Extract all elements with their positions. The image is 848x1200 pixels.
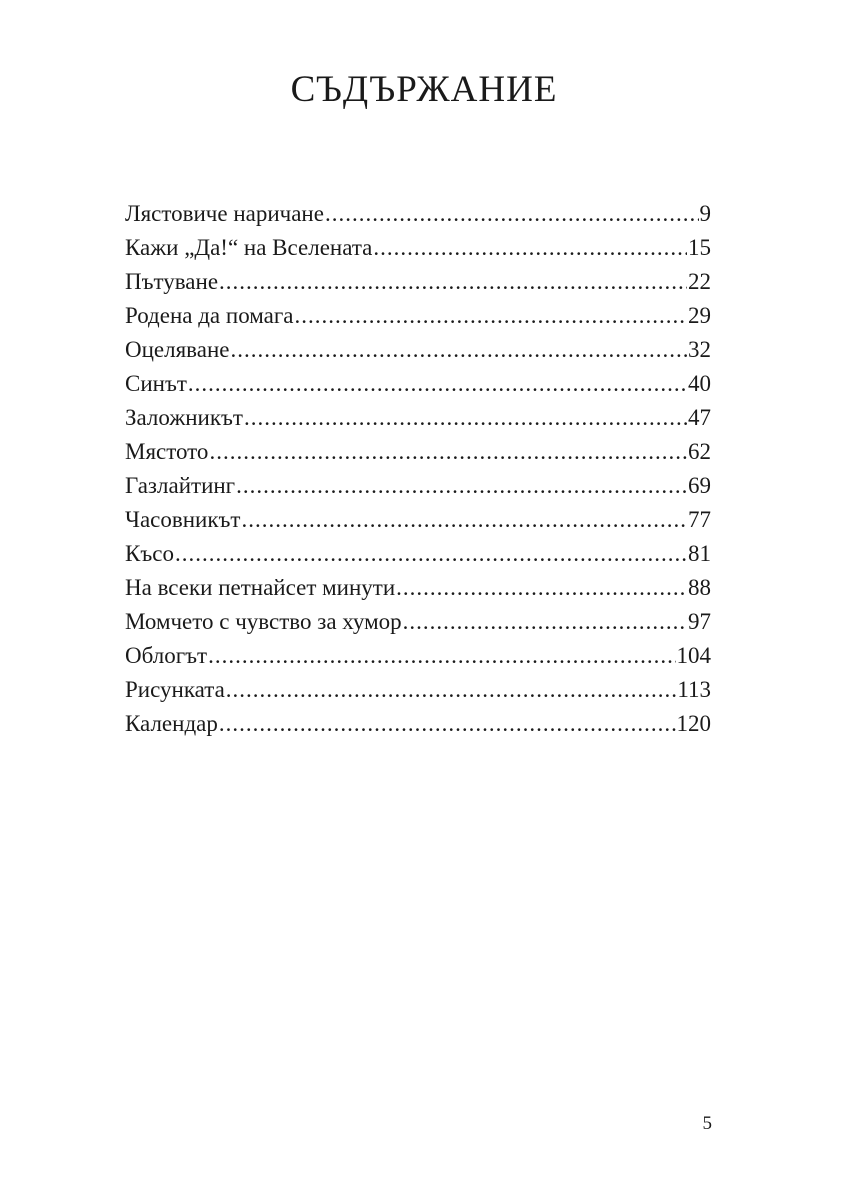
toc-entry <box>125 401 711 435</box>
dot-leader <box>241 503 687 537</box>
toc-entry-title: Газлайтинг <box>125 473 236 498</box>
toc-entry-page: 69 <box>688 473 711 498</box>
toc-entry <box>125 197 711 231</box>
toc-entry-page: 22 <box>688 269 711 294</box>
toc-entry-page: 62 <box>688 439 711 464</box>
toc-entry-page: 29 <box>688 303 711 328</box>
toc-entry-title: Заложникът <box>125 405 243 430</box>
toc-entry <box>125 673 711 707</box>
dot-leader <box>226 673 677 707</box>
toc-entry <box>125 265 711 299</box>
dot-leader <box>219 265 687 299</box>
dot-leader <box>230 333 687 367</box>
toc-entry-page: 40 <box>688 371 711 396</box>
toc-entry-page: 120 <box>676 711 711 736</box>
table-of-contents <box>125 197 711 741</box>
toc-entry-title: Лястовиче наричане <box>125 201 324 226</box>
toc-entry-page: 97 <box>688 609 711 634</box>
toc-entry-page: 32 <box>688 337 711 362</box>
toc-entry <box>125 469 711 503</box>
toc-entry-title: Синът <box>125 371 187 396</box>
toc-entry-page: 77 <box>688 507 711 532</box>
toc-entry <box>125 333 711 367</box>
toc-entry-page: 47 <box>688 405 711 430</box>
dot-leader <box>209 435 687 469</box>
toc-entry-page: 113 <box>677 677 711 702</box>
toc-entry <box>125 605 711 639</box>
toc-entry <box>125 537 711 571</box>
page-title: СЪДЪРЖАНИЕ <box>290 69 558 110</box>
toc-entry <box>125 367 711 401</box>
toc-entry-title: На всеки петнайсет минути <box>125 575 396 600</box>
toc-entry-title: Оцеляване <box>125 337 230 362</box>
dot-leader <box>188 367 687 401</box>
dot-leader <box>219 707 676 741</box>
toc-entry <box>125 503 711 537</box>
toc-entry-title: Мястото <box>125 439 209 464</box>
toc-entry-page: 104 <box>676 643 711 668</box>
toc-entry-title: Късо <box>125 541 174 566</box>
toc-entry-title: Момчето с чувство за хумор <box>125 609 402 634</box>
dot-leader <box>373 231 687 265</box>
toc-entry <box>125 571 711 605</box>
toc-entry-page: 81 <box>688 541 711 566</box>
dot-leader <box>396 571 687 605</box>
toc-entry-title: Облогът <box>125 643 208 668</box>
toc-entry-title: Кажи „Да!“ на Вселената <box>125 235 373 260</box>
toc-entry-page: 15 <box>688 235 711 260</box>
dot-leader <box>175 537 687 571</box>
toc-entry <box>125 299 711 333</box>
dot-leader <box>403 605 687 639</box>
page-number: 5 <box>702 1113 712 1134</box>
toc-entry-page: 9 <box>699 201 711 226</box>
dot-leader <box>325 197 699 231</box>
dot-leader <box>244 401 687 435</box>
toc-entry <box>125 435 711 469</box>
dot-leader <box>208 639 675 673</box>
toc-entry-title: Часовникът <box>125 507 241 532</box>
toc-entry <box>125 231 711 265</box>
toc-entry <box>125 707 711 741</box>
dot-leader <box>236 469 687 503</box>
toc-entry-title: Календар <box>125 711 218 736</box>
toc-entry-title: Пътуване <box>125 269 219 294</box>
dot-leader <box>295 299 687 333</box>
toc-entry-title: Рисунката <box>125 677 225 702</box>
toc-entry-page: 88 <box>688 575 711 600</box>
toc-entry-title: Родена да помага <box>125 303 294 328</box>
toc-entry <box>125 639 711 673</box>
